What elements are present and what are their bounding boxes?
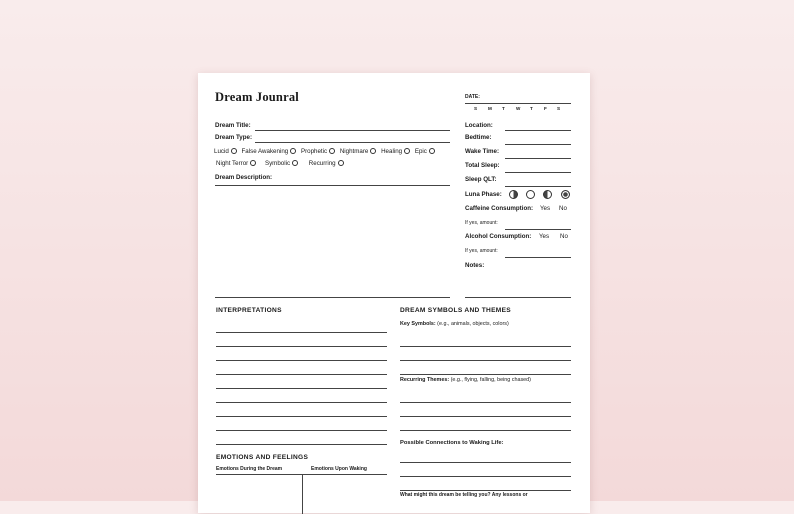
moon-full-icon[interactable] xyxy=(526,190,535,199)
key-symbols-hint: (e.g., animals, objects, colors) xyxy=(437,321,509,327)
type-false-awakening-label: False Awakening xyxy=(241,148,289,155)
wake-time-label: Wake Time: xyxy=(465,148,500,155)
recurring-themes-label: Recurring Themes: xyxy=(400,377,450,383)
interpretation-line[interactable] xyxy=(216,374,387,375)
interpretation-line[interactable] xyxy=(216,388,387,389)
caffeine-amount-label: If yes, amount: xyxy=(465,220,498,226)
sleep-qlt-line[interactable] xyxy=(505,186,571,187)
alcohol-label: Alcohol Consumption: xyxy=(465,233,532,240)
interpretation-line[interactable] xyxy=(216,402,387,403)
type-prophetic-checkbox[interactable] xyxy=(329,148,335,154)
notes-bottom-line xyxy=(465,297,571,298)
type-lucid-checkbox[interactable] xyxy=(231,148,237,154)
journal-page xyxy=(198,73,590,513)
caffeine-label: Caffeine Consumption: xyxy=(465,205,534,212)
interpretation-line[interactable] xyxy=(216,332,387,333)
type-false-awakening-checkbox[interactable] xyxy=(290,148,296,154)
interpretation-line[interactable] xyxy=(216,346,387,347)
total-sleep-label: Total Sleep: xyxy=(465,162,500,169)
key-symbols-line[interactable] xyxy=(400,374,571,375)
key-symbols-line[interactable] xyxy=(400,360,571,361)
emotions-upon-label: Emotions Upon Waking xyxy=(311,466,367,472)
location-line[interactable] xyxy=(505,130,571,131)
dream-type-row-2 xyxy=(216,160,347,167)
type-lucid-label: Lucid xyxy=(214,148,229,155)
dream-type-line[interactable] xyxy=(255,142,450,143)
recurring-themes-line[interactable] xyxy=(400,416,571,417)
key-symbols-row xyxy=(400,321,509,327)
luna-phase-label: Luna Phase: xyxy=(465,191,502,198)
location-label: Location: xyxy=(465,122,493,129)
key-symbols-label: Key Symbols: xyxy=(400,321,436,327)
type-healing-checkbox[interactable] xyxy=(404,148,410,154)
interpretation-line[interactable] xyxy=(216,360,387,361)
connections-label: Possible Connections to Waking Life: xyxy=(400,440,504,446)
connections-line[interactable] xyxy=(400,490,571,491)
caffeine-no[interactable]: No xyxy=(559,205,567,212)
day-sat[interactable]: S xyxy=(557,106,561,111)
connections-line[interactable] xyxy=(400,462,571,463)
day-mon[interactable]: M xyxy=(488,106,492,111)
recurring-themes-row xyxy=(400,377,531,383)
wake-time-line[interactable] xyxy=(505,158,571,159)
alcohol-amount-label: If yes, amount: xyxy=(465,248,498,254)
interpretation-line[interactable] xyxy=(216,430,387,431)
bedtime-label: Bedtime: xyxy=(465,134,492,141)
description-bottom-line xyxy=(215,297,450,298)
type-recurring-label: Recurring xyxy=(308,160,336,167)
bedtime-line[interactable] xyxy=(505,144,571,145)
emotions-during-label: Emotions During the Dream xyxy=(216,466,283,472)
alcohol-no[interactable]: No xyxy=(560,233,568,240)
dream-title-line[interactable] xyxy=(255,130,450,131)
type-nightmare-label: Nightmare xyxy=(339,148,369,155)
recurring-themes-hint: (e.g., flying, falling, being chased) xyxy=(450,377,531,383)
type-epic-checkbox[interactable] xyxy=(429,148,435,154)
recurring-themes-line[interactable] xyxy=(400,430,571,431)
type-symbolic-label: Symbolic xyxy=(264,160,291,167)
emotions-heading: EMOTIONS AND FEELINGS xyxy=(216,454,309,461)
moon-new-icon[interactable] xyxy=(561,190,570,199)
interpretations-heading: INTERPRETATIONS xyxy=(216,307,282,314)
connections-line[interactable] xyxy=(400,476,571,477)
caffeine-amount-line[interactable] xyxy=(505,229,571,230)
moon-first-quarter-icon[interactable] xyxy=(509,190,518,199)
date-label: DATE: xyxy=(465,94,480,100)
interpretation-line[interactable] xyxy=(216,444,387,445)
dream-title-label: Dream Title: xyxy=(215,122,251,129)
description-top-line xyxy=(215,185,450,186)
interpretation-line[interactable] xyxy=(216,416,387,417)
symbols-heading: DREAM SYMBOLS AND THEMES xyxy=(400,307,511,314)
dream-type-label: Dream Type: xyxy=(215,134,253,141)
type-night-terror-label: Night Terror xyxy=(216,160,249,167)
day-thu[interactable]: T xyxy=(530,106,533,111)
description-area[interactable] xyxy=(215,187,450,295)
type-epic-label: Epic xyxy=(414,148,427,155)
sleep-qlt-label: Sleep QLT: xyxy=(465,176,497,183)
dream-type-row-1 xyxy=(214,148,438,155)
type-prophetic-label: Prophetic xyxy=(300,148,328,155)
page-title: Dream Jounral xyxy=(215,90,299,104)
type-night-terror-checkbox[interactable] xyxy=(250,160,256,166)
notes-area[interactable] xyxy=(465,270,571,296)
type-healing-label: Healing xyxy=(381,148,403,155)
emotions-divider xyxy=(302,474,303,514)
moon-last-quarter-icon[interactable] xyxy=(543,190,552,199)
date-line[interactable] xyxy=(465,103,571,104)
key-symbols-line[interactable] xyxy=(400,346,571,347)
day-tue[interactable]: T xyxy=(502,106,505,111)
day-sun[interactable]: S xyxy=(474,106,478,111)
description-label: Dream Description: xyxy=(215,174,273,181)
telling-question: What might this dream be telling you? Any lessons or xyxy=(400,492,528,498)
type-symbolic-checkbox[interactable] xyxy=(292,160,298,166)
type-nightmare-checkbox[interactable] xyxy=(370,148,376,154)
day-wed[interactable]: W xyxy=(516,106,521,111)
caffeine-yes[interactable]: Yes xyxy=(540,205,551,212)
recurring-themes-line[interactable] xyxy=(400,402,571,403)
type-recurring-checkbox[interactable] xyxy=(338,160,344,166)
alcohol-amount-line[interactable] xyxy=(505,257,571,258)
total-sleep-line[interactable] xyxy=(505,172,571,173)
notes-label: Notes: xyxy=(465,262,485,269)
alcohol-yes[interactable]: Yes xyxy=(539,233,550,240)
day-fri[interactable]: F xyxy=(544,106,547,111)
